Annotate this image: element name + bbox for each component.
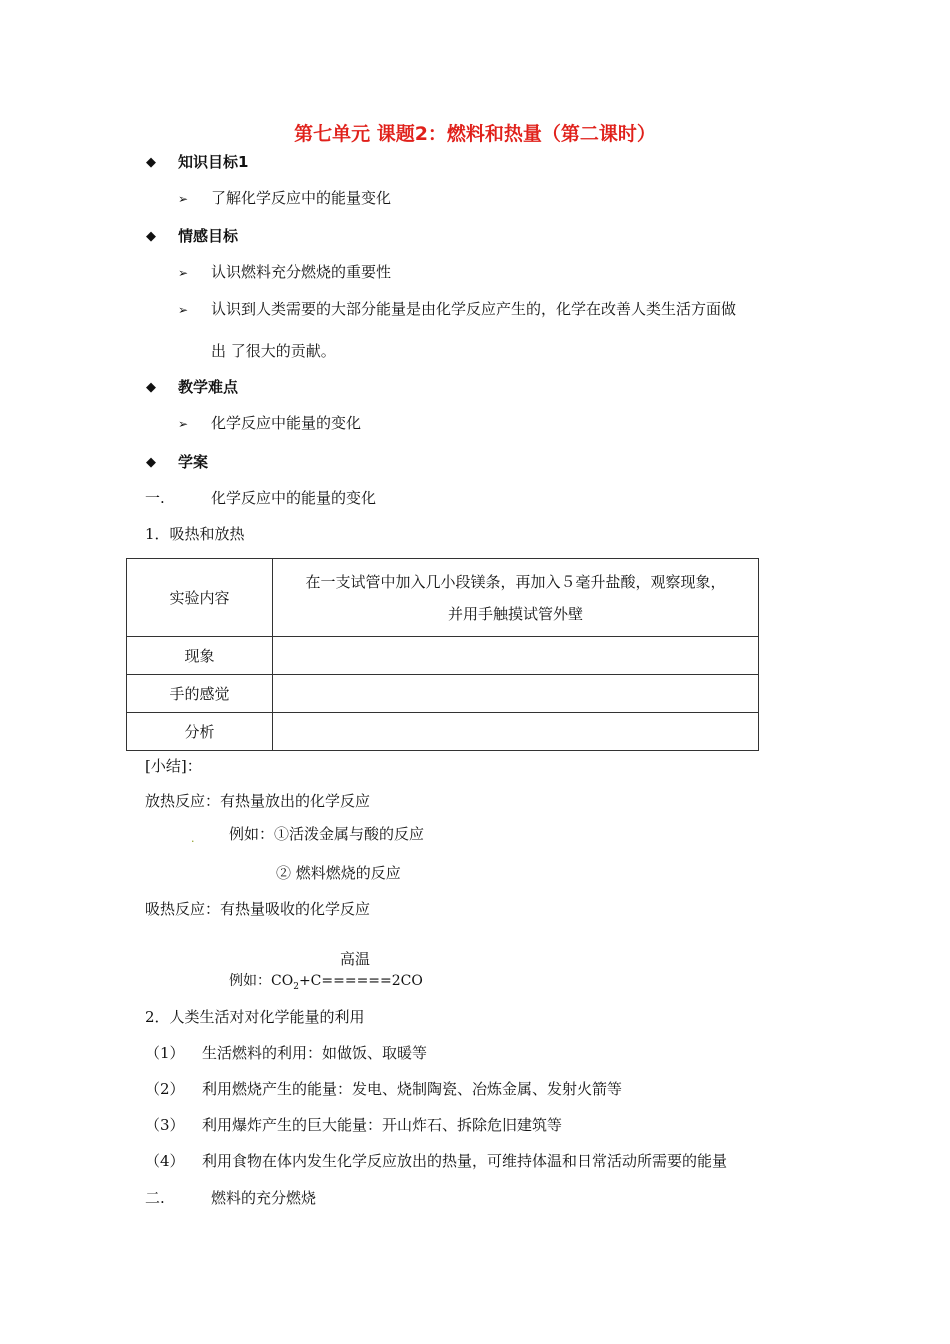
use-item-text: 利用燃烧产生的能量：发电、烧制陶瓷、冶炼金属、发射火箭等 [202, 1080, 623, 1098]
use-item-number: （3） [145, 1116, 185, 1134]
table-row-content [273, 637, 759, 675]
part-one-number: 一. [145, 489, 165, 507]
arrow-bullet-icon: ➢ [178, 417, 189, 431]
equation-subscript: 2 [293, 981, 299, 992]
emotion-item-1: 认识燃料充分燃烧的重要性 [211, 263, 392, 281]
knowledge-item-1: 了解化学反应中的能量变化 [211, 189, 392, 207]
diamond-bullet-icon: ◆ [146, 455, 156, 470]
exothermic-example-1: 例如：①活泼金属与酸的反应 [229, 825, 425, 843]
table-row-label: 现象 [127, 637, 273, 675]
table-row-content [273, 713, 759, 751]
table-row-content [273, 559, 759, 637]
experiment-content-line-2: 并用手触摸试管外壁 [447, 604, 583, 623]
emotion-item-2-continued: 出 了很大的贡献。 [211, 342, 336, 360]
part-one-title: 化学反应中的能量的变化 [211, 489, 377, 507]
table-row [127, 559, 759, 637]
part-two-title: 燃料的充分燃烧 [211, 1189, 317, 1207]
arrow-bullet-icon: ➢ [178, 303, 189, 317]
exothermic-definition: 放热反应：有热量放出的化学反应 [145, 792, 371, 810]
endothermic-definition: 吸热反应：有热量吸收的化学反应 [145, 900, 371, 918]
heading-knowledge-goal: 知识目标1 [178, 153, 249, 171]
dot-mark: . [191, 832, 195, 845]
use-item-text: 利用爆炸产生的巨大能量：开山炸石、拆除危旧建筑等 [202, 1116, 563, 1134]
summary-label: [小结]： [145, 757, 202, 775]
table-row [127, 675, 759, 713]
emotion-item-2: 认识到人类需要的大部分能量是由化学反应产生的，化学在改善人类生活方面做 [211, 300, 737, 318]
use-item-text: 利用食物在体内发生化学反应放出的热量，可维持体温和日常活动所需要的能量 [202, 1152, 728, 1170]
arrow-bullet-icon: ➢ [178, 192, 189, 206]
diamond-bullet-icon: ◆ [146, 380, 156, 395]
equation-suffix: +C======2CO [298, 973, 423, 989]
table-row-label: 实验内容 [127, 559, 273, 637]
equation-prefix: 例如：CO [229, 973, 294, 989]
experiment-table [126, 558, 759, 751]
arrow-bullet-icon: ➢ [178, 266, 189, 280]
use-item-text: 生活燃料的利用：如做饭、取暖等 [202, 1044, 428, 1062]
heading-difficulty: 教学难点 [178, 378, 239, 396]
use-item-number: （1） [145, 1044, 185, 1062]
difficulty-item-1: 化学反应中能量的变化 [211, 414, 362, 432]
endothermic-example [229, 971, 423, 997]
use-item-number: （4） [145, 1152, 185, 1170]
heading-study-plan: 学案 [178, 453, 209, 471]
exothermic-example-2: ② 燃料燃烧的反应 [276, 864, 401, 882]
page-title: 第七单元 课题2：燃料和热量（第二课时） [294, 123, 656, 145]
table-row-label: 分析 [127, 713, 273, 751]
table-row-content [273, 675, 759, 713]
table-row [127, 713, 759, 751]
sub-one-title: 1．吸热和放热 [145, 525, 245, 543]
table-row [127, 637, 759, 675]
sub-two-title: 2．人类生活对对化学能量的利用 [145, 1008, 365, 1026]
reaction-condition: 高温 [340, 950, 371, 968]
part-two-number: 二. [145, 1189, 165, 1207]
diamond-bullet-icon: ◆ [146, 229, 156, 244]
diamond-bullet-icon: ◆ [146, 155, 156, 170]
heading-emotion-goal: 情感目标 [178, 227, 239, 245]
use-item-number: （2） [145, 1080, 185, 1098]
table-row-label: 手的感觉 [127, 675, 273, 713]
experiment-content-line-1: 在一支试管中加入几小段镁条，再加入５毫升盐酸，观察现象， [305, 572, 726, 591]
